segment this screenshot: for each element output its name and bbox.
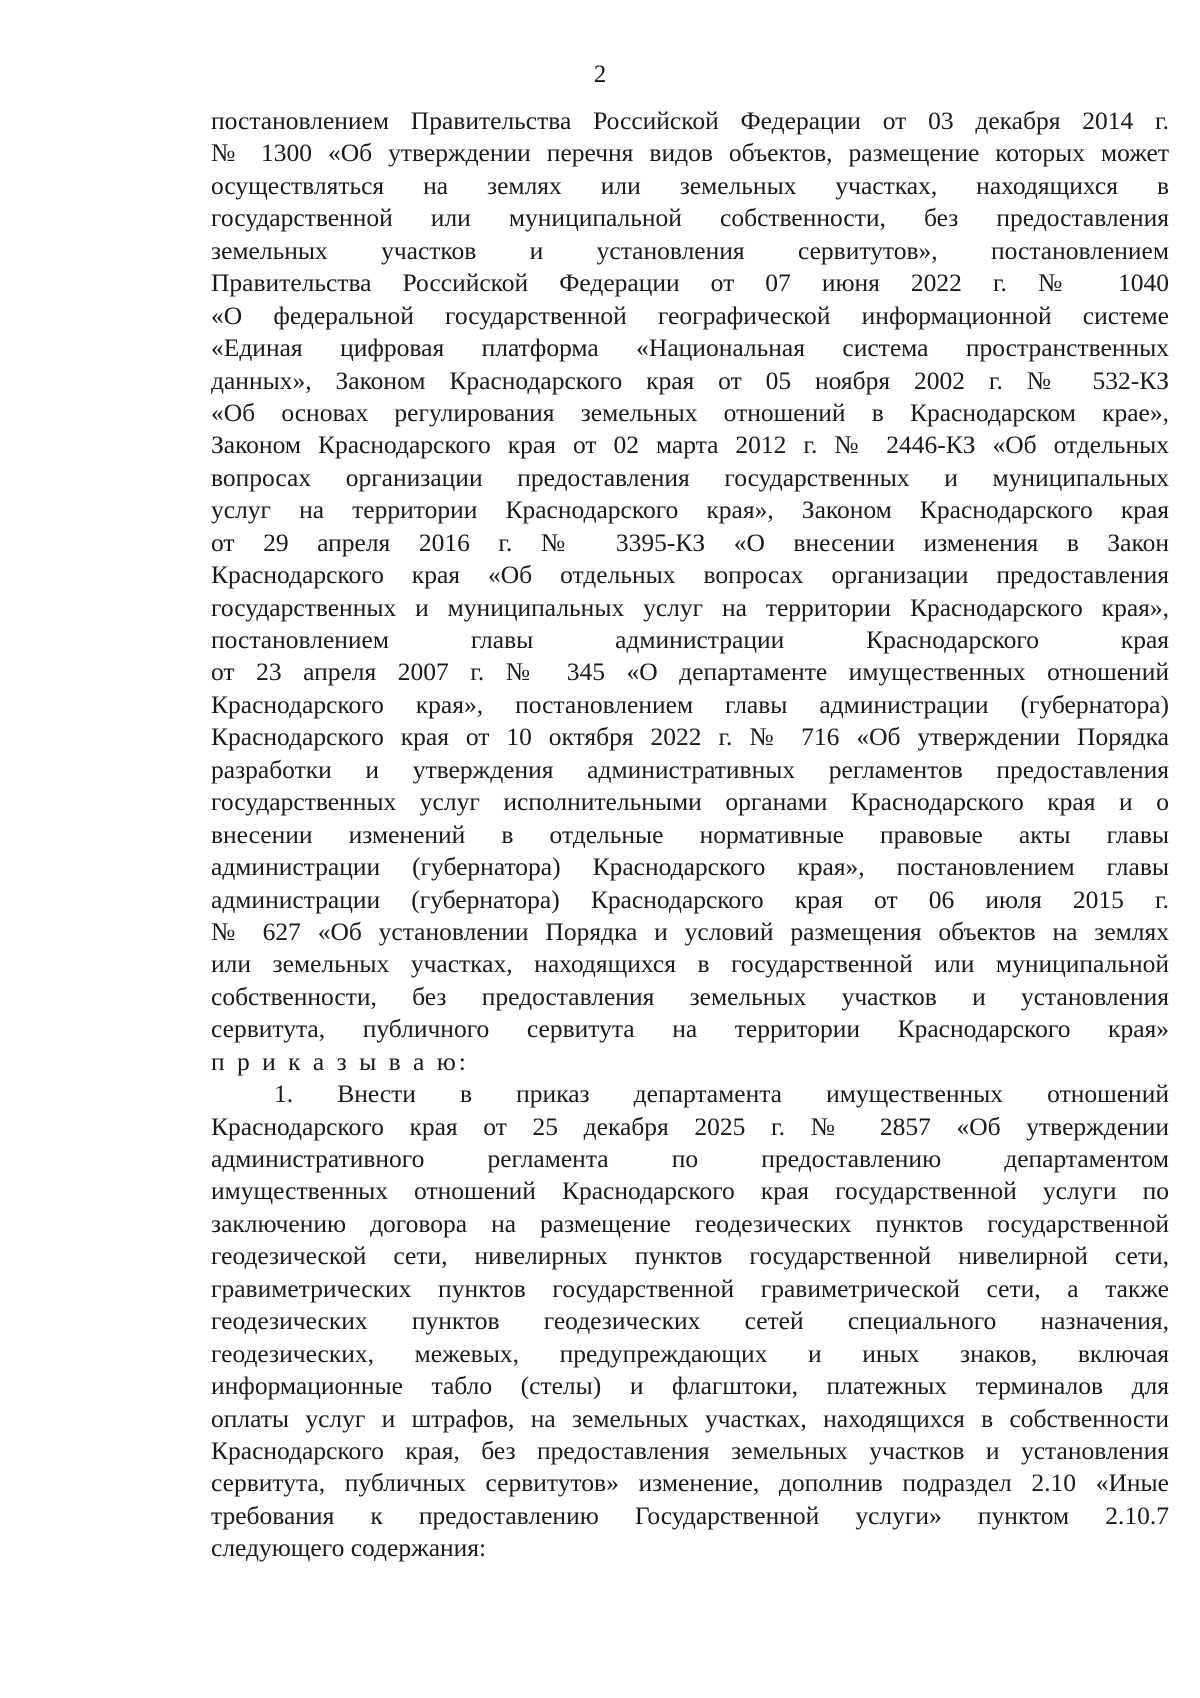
text-line: администрации (губернатора) Краснодарского края от 06 июля 2015 г. [211, 884, 1169, 914]
text-line: постановлением Правительства Российской Федерации от 03 декабря 2014 г. [211, 106, 1169, 135]
text-line: № 627 «Об установлении Порядка и условий размещения объектов на землях [211, 916, 1169, 946]
text-line: имущественных отношений Краснодарского края государственной услуги по [211, 1176, 1169, 1206]
text-line: от 29 апреля 2016 г. № 3395-КЗ «О внесении изменения в Закон [211, 527, 1169, 557]
text-line: услуг на территории Краснодарского края», Законом Краснодарского края [211, 495, 1169, 525]
text-line: Краснодарского края от 25 декабря 2025 г. № 2857 «Об утверждении [211, 1111, 1169, 1141]
text-line: «О федеральной государственной географической информационной системе [211, 300, 1169, 330]
text-line: или земельных участках, находящихся в государственной или муниципальной [211, 949, 1169, 979]
text-line: от 23 апреля 2007 г. № 345 «О департаменте имущественных отношений [211, 657, 1169, 687]
text-line: информационные табло (стелы) и флагштоки, платежных терминалов для [211, 1371, 1169, 1401]
document-body [211, 105, 1169, 1565]
text-line: Краснодарского края «Об отдельных вопросах организации предоставления [211, 560, 1169, 590]
text-line: администрации (губернатора) Краснодарского края», постановлением главы [211, 852, 1169, 882]
text-line: требования к предоставлению Государственной услуги» пунктом 2.10.7 [211, 1500, 1169, 1530]
text-line: осуществляться на землях или земельных участках, находящихся в [211, 170, 1169, 200]
text-line: 1. Внести в приказ департамента имущественных отношений [274, 1079, 1169, 1109]
text-line: геодезических, межевых, предупреждающих и иных знаков, включая [211, 1338, 1169, 1368]
text-line: геодезических пунктов геодезических сетей специального назначения, [211, 1306, 1169, 1336]
order-keyword: п р и к а з ы в а ю: [211, 1046, 469, 1076]
text-line: постановлением главы администрации Краснодарского края [211, 625, 1169, 654]
text-line: земельных участков и установления сервитутов», постановлением [211, 235, 1169, 265]
text-line: оплаты услуг и штрафов, на земельных участках, находящихся в собственности [211, 1403, 1169, 1433]
text-line: государственной или муниципальной собственности, без предоставления [211, 203, 1169, 233]
text-line: следующего содержания: [211, 1533, 487, 1563]
text-line: «Единая цифровая платформа «Национальная система пространственных [211, 333, 1169, 363]
text-line: государственных услуг исполнительными органами Краснодарского края и о [211, 787, 1169, 817]
text-line: собственности, без предоставления земельных участков и установления [211, 981, 1169, 1011]
text-line: заключению договора на размещение геодезических пунктов государственной [211, 1208, 1169, 1238]
text-line: геодезической сети, нивелирных пунктов государственной нивелирной сети, [211, 1241, 1169, 1271]
text-line: вопросах организации предоставления государственных и муниципальных [211, 462, 1169, 492]
text-line: сервитута, публичного сервитута на территории Краснодарского края» [211, 1014, 1169, 1044]
text-line: данных», Законом Краснодарского края от 05 ноября 2002 г. № 532-КЗ [211, 365, 1169, 395]
text-line: Краснодарского края», постановлением главы администрации (губернатора) [211, 689, 1169, 719]
text-line: административного регламента по предоставлению департаментом [211, 1144, 1169, 1173]
text-line: государственных и муниципальных услуг на территории Краснодарского края», [211, 592, 1169, 622]
text-line: гравиметрических пунктов государственной гравиметрической сети, а также [211, 1273, 1169, 1303]
text-line: Правительства Российской Федерации от 07 июня 2022 г. № 1040 [211, 268, 1169, 298]
text-line: разработки и утверждения административных регламентов предоставления [211, 754, 1169, 784]
text-line: Краснодарского края, без предоставления земельных участков и установления [211, 1435, 1169, 1465]
page-number: 2 [593, 61, 607, 88]
text-line: «Об основах регулирования земельных отношений в Краснодарском крае», [211, 397, 1169, 427]
text-line: № 1300 «Об утверждении перечня видов объектов, размещение которых может [211, 138, 1169, 168]
text-line: внесении изменений в отдельные нормативные правовые акты главы [211, 819, 1169, 849]
text-line: Законом Краснодарского края от 02 марта 2012 г. № 2446-КЗ «Об отдельных [211, 430, 1169, 460]
text-line: Краснодарского края от 10 октября 2022 г. № 716 «Об утверждении Порядка [211, 722, 1169, 752]
text-line: сервитута, публичных сервитутов» изменение, дополнив подраздел 2.10 «Иные [211, 1468, 1169, 1498]
